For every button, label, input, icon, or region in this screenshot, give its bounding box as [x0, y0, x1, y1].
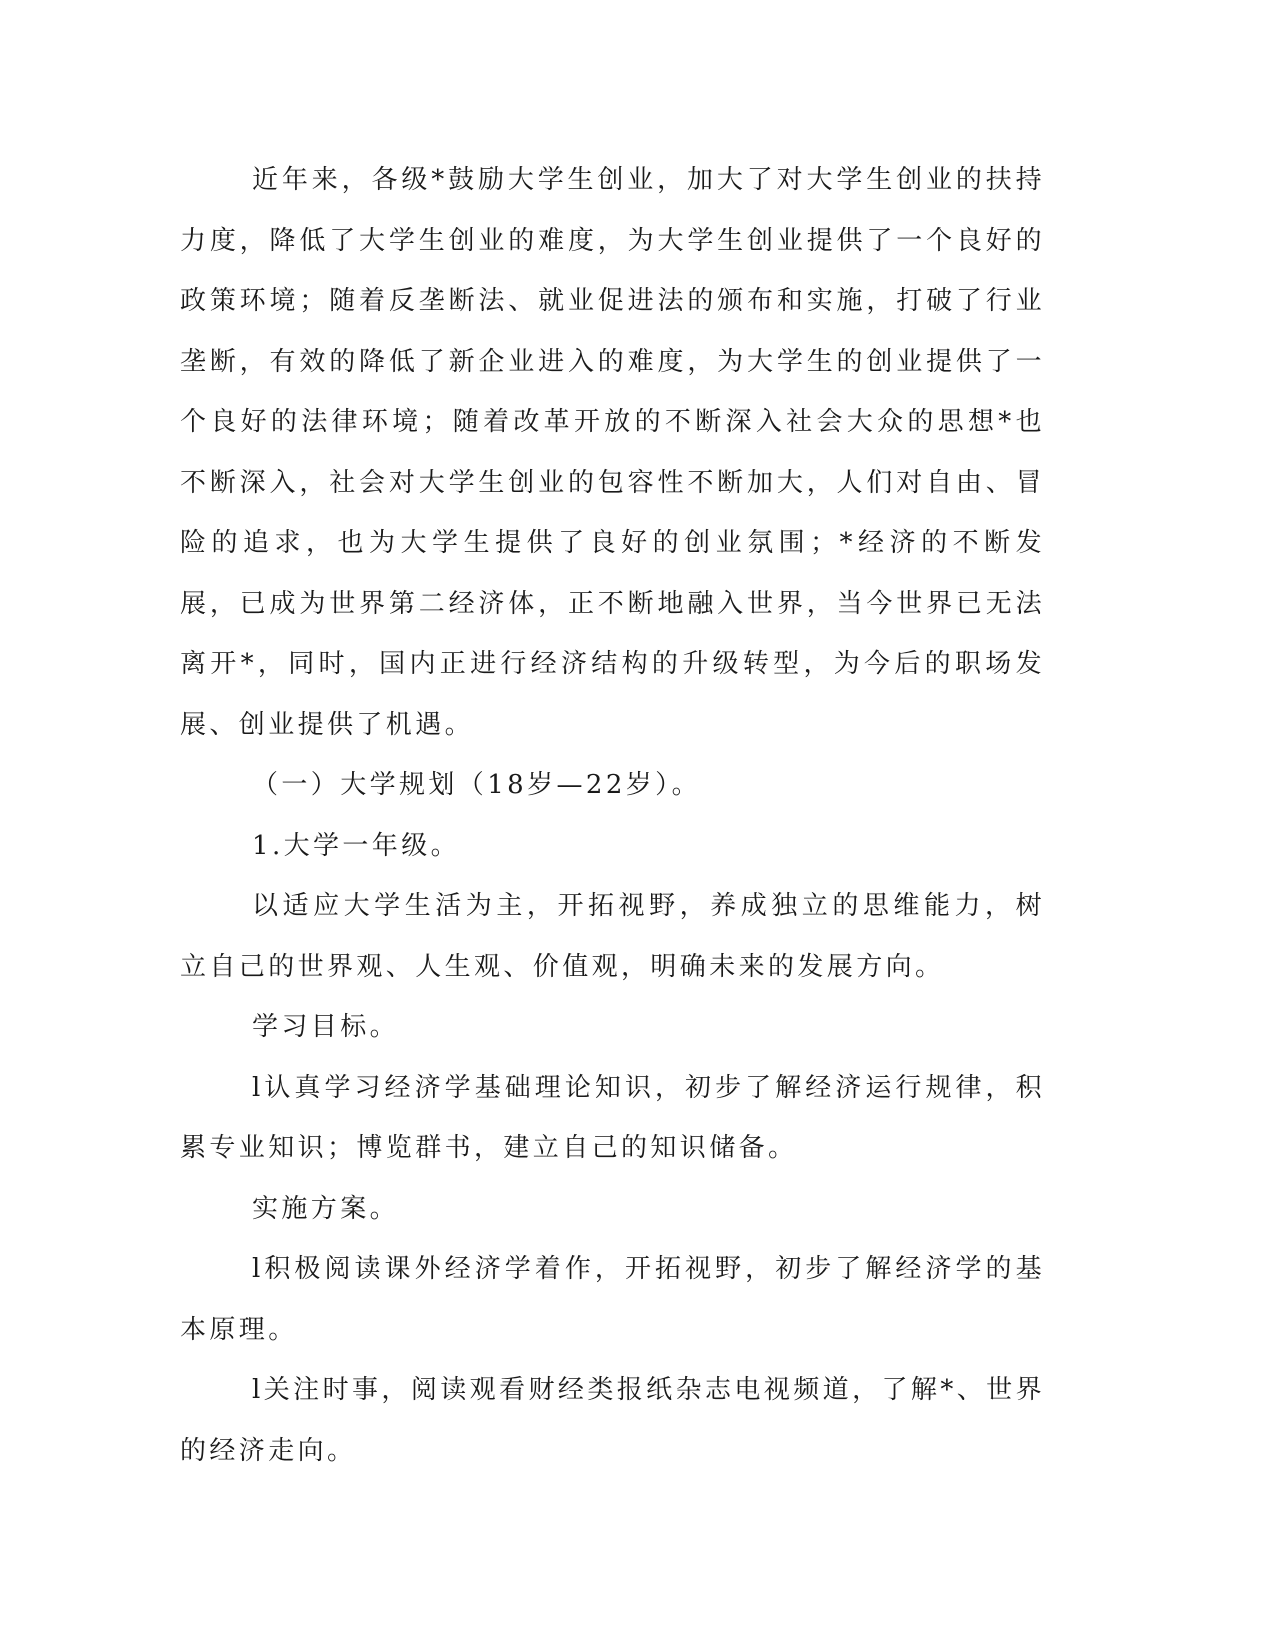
list-item-current-affairs: l关注时事，阅读观看财经类报纸杂志电视频道，了解*、世界的经济走向。 — [180, 1375, 1045, 1466]
subheading-study-goals: 学习目标。 — [252, 1012, 400, 1042]
subheading-implementation: 实施方案。 — [252, 1193, 400, 1224]
paragraph-intro: 近年来，各级*鼓励大学生创业，加大了对大学生创业的扶持力度，降低了大学生创业的难度，为大学生创业提供了一个良好的政策环境；随着反垄断法、就业促进法的颁布和实施，打破了行业垄断，有效的降低了新企业进入的难度，为大学生的创业提供了一个良好的法律环境；随着改革开放的不断深入社会大众的思想*也不断深入，社会对大学生创业的包容性不断加大，人们对自由、冒险的追求，也为大学生提供了良好的创业氛围；*经济的不断发展，已成为世界第二经济体，正不断地融入世界，当今世界已无法离开*，同时，国内正进行经济结构的升级转型，为今后的职场发展、创业提供了机遇。 — [180, 165, 1045, 740]
document-page — [180, 150, 1045, 1481]
subheading-first-year: 1.大学一年级。 — [252, 830, 461, 861]
list-item-study-goal: l认真学习经济学基础理论知识，初步了解经济运行规律，积累专业知识；博览群书，建立自己的知识储备。 — [180, 1072, 1045, 1163]
list-item-reading: l积极阅读课外经济学着作，开拓视野，初步了解经济学的基本原理。 — [180, 1254, 1045, 1345]
paragraph-first-year-goal: 以适应大学生活为主，开拓视野，养成独立的思维能力，树立自己的世界观、人生观、价值观，明确未来的发展方向。 — [180, 891, 1045, 982]
section-heading-university-plan: （一）大学规划（18岁—22岁）。 — [252, 770, 701, 800]
